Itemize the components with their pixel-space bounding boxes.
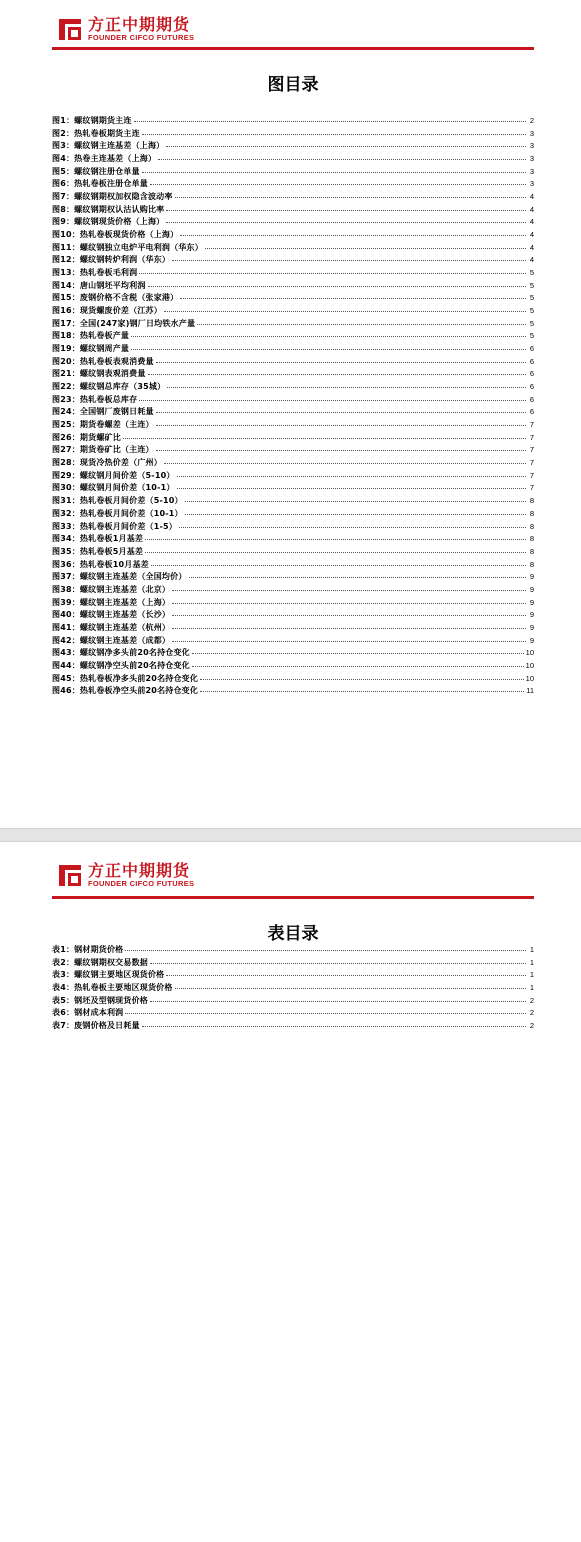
toc-entry-label: 图17：全国(247家)钢厂日均铁水产量 [52, 318, 196, 328]
toc-leader-dots [177, 468, 526, 477]
toc-entry-page: 7 [529, 432, 534, 442]
toc-leader-dots [145, 544, 526, 553]
toc-entry-page: 8 [529, 496, 534, 506]
toc-entry-label: 图22：螺纹钢总库存（35城） [52, 382, 166, 392]
toc-entry-label: 图15：废钢价格不含税（张家港） [52, 293, 179, 303]
toc-leader-dots [167, 379, 526, 388]
toc-entry-label: 图30：螺纹钢月间价差（10-1） [52, 483, 175, 493]
header-rule [52, 47, 534, 50]
toc-entry-page: 8 [529, 546, 534, 556]
toc-entry-label: 图28：现货冷热价差（广州） [52, 458, 162, 468]
page-separator [0, 828, 581, 842]
toc-leader-dots [145, 531, 526, 540]
toc-leader-dots [172, 252, 526, 261]
toc-entry-page: 7 [529, 470, 534, 480]
toc-leader-dots [131, 328, 526, 337]
toc-leader-dots [172, 633, 526, 642]
toc-leader-dots [166, 214, 526, 223]
toc-entry-label: 表1：钢材期货价格 [52, 945, 124, 954]
toc-leader-dots [142, 126, 526, 135]
toc-entry-page: 3 [529, 128, 534, 138]
toc-entry-page: 1 [529, 970, 534, 980]
toc-leader-dots [192, 645, 524, 654]
toc-entry-page: 8 [529, 521, 534, 531]
toc-entry-page: 5 [529, 331, 534, 341]
toc-entry-label: 图5：螺纹钢注册仓单量 [52, 166, 140, 176]
toc-leader-dots [200, 671, 524, 680]
toc-leader-dots [125, 1005, 526, 1014]
toc-entry-label: 图25：期货卷螺差（主连） [52, 420, 154, 430]
company-logo [57, 16, 194, 44]
toc-entry-label: 表7：废钢价格及日耗量 [52, 1021, 140, 1031]
toc-entry-page: 4 [529, 242, 534, 252]
toc-entry-label: 图38：螺纹钢主连基差（北京） [52, 584, 171, 594]
toc-entry-label: 表6：钢材成本利润 [52, 1008, 124, 1018]
toc-entry-page: 4 [529, 255, 534, 265]
toc-entry-page: 6 [529, 369, 534, 379]
toc-entry-page: 7 [529, 420, 534, 430]
toc-leader-dots [180, 290, 526, 299]
toc-leader-dots [180, 227, 526, 236]
toc-leader-dots [185, 493, 526, 502]
toc-leader-dots [200, 683, 524, 692]
toc-leader-dots [172, 595, 526, 604]
toc-entry-label: 图34：热轧卷板1月基差 [52, 534, 144, 544]
toc-entry-label: 图6：热轧卷板注册仓单量 [52, 179, 148, 189]
toc-entry-label: 图2：热轧卷板期货主连 [52, 128, 140, 138]
toc-entry-label: 图42：螺纹钢主连基差（成都） [52, 635, 171, 645]
toc-entry-label: 图18：热轧卷板产量 [52, 331, 130, 341]
toc-entry-label: 图45：热轧卷板净多头前20名持仓变化 [52, 673, 199, 683]
toc-leader-dots [197, 316, 526, 325]
toc-entry-label: 图13：热轧卷板毛利润 [52, 268, 138, 278]
logo-mark [57, 862, 83, 888]
toc-entry-label: 表5：钢坯及型钢现货价格 [52, 995, 148, 1005]
toc-entry-page: 4 [529, 230, 534, 240]
toc-leader-dots [142, 164, 526, 173]
toc-entry-page: 1 [529, 983, 534, 993]
toc-entry-label: 图32：热轧卷板月间价差（10-1） [52, 508, 183, 518]
toc-entry-page: 4 [529, 217, 534, 227]
toc-entry-page: 7 [529, 445, 534, 455]
toc-entry-label: 图16：现货螺废价差（江苏） [52, 306, 162, 316]
toc-entry-page: 1 [529, 945, 534, 954]
toc-leader-dots [148, 278, 526, 287]
logo-company-en: FOUNDER CIFCO FUTURES [88, 879, 195, 888]
toc-entry-label: 图23：热轧卷板总库存 [52, 394, 138, 404]
toc-entry-page: 2 [529, 1021, 534, 1031]
figures-toc-title: 图目录 [267, 75, 319, 95]
toc-entry[interactable] [52, 1019, 534, 1032]
toc-leader-dots [151, 557, 526, 566]
toc-leader-dots [166, 202, 526, 211]
toc-entry-label: 图4：热卷主连基差（上海） [52, 154, 157, 164]
toc-entry-label: 图14：唐山钢坯平均利润 [52, 280, 146, 290]
toc-entry-label: 图29：螺纹钢月间价差（5-10） [52, 470, 175, 480]
toc-entry-page: 10 [525, 648, 534, 658]
toc-entry-page: 2 [529, 116, 534, 125]
toc-entry-label: 图26：期货螺矿比 [52, 432, 121, 442]
toc-entry-label: 图44：螺纹钢净空头前20名持仓变化 [52, 660, 190, 670]
tables-toc-list [52, 943, 534, 1032]
toc-leader-dots [123, 430, 526, 439]
logo-company-cn: 方正中期期货 [88, 15, 191, 34]
toc-entry-label: 图31：热轧卷板月间价差（5-10） [52, 496, 183, 506]
toc-entry-label: 图10：热轧卷板现货价格（上海） [52, 230, 179, 240]
toc-entry-page: 8 [529, 559, 534, 569]
toc-leader-dots [150, 176, 526, 185]
toc-leader-dots [164, 455, 526, 464]
toc-entry-page: 9 [529, 572, 534, 582]
toc-entry-page: 9 [529, 635, 534, 645]
toc-entry-page: 2 [529, 995, 534, 1005]
tables-toc-title: 表目录 [267, 924, 319, 944]
toc-leader-dots [131, 341, 526, 350]
toc-entry-page: 5 [529, 293, 534, 303]
toc-entry-page: 1 [529, 957, 534, 967]
toc-entry-label: 图12：螺纹钢转炉利润（华东） [52, 255, 171, 265]
toc-entry-page: 10 [525, 673, 534, 683]
toc-leader-dots [156, 417, 526, 426]
toc-leader-dots [166, 967, 526, 976]
toc-entry-label: 图3：螺纹钢主连基差（上海） [52, 141, 165, 151]
toc-leader-dots [172, 607, 526, 616]
toc-leader-dots [156, 404, 526, 413]
toc-entry-page: 6 [529, 382, 534, 392]
toc-leader-dots [166, 138, 526, 147]
toc-entry-label: 图24：全国钢厂废钢日耗量 [52, 407, 154, 417]
toc-entry-label: 图1：螺纹钢期货主连 [52, 116, 132, 125]
toc-entry-page: 5 [529, 306, 534, 316]
toc-entry-label: 图9：螺纹钢现货价格（上海） [52, 217, 165, 227]
toc-entry-label: 图36：热轧卷板10月基差 [52, 559, 149, 569]
toc-leader-dots [139, 392, 526, 401]
toc-leader-dots [185, 506, 526, 515]
toc-entry-label: 图8：螺纹钢期权认沽认购比率 [52, 204, 165, 214]
logo-company-en: FOUNDER CIFCO FUTURES [88, 33, 195, 42]
toc-entry-page: 8 [529, 534, 534, 544]
toc-entry-page: 9 [529, 597, 534, 607]
toc-entry-page: 4 [529, 204, 534, 214]
toc-leader-dots [158, 151, 526, 160]
toc-entry-label: 图27：期货卷矿比（主连） [52, 445, 154, 455]
toc-leader-dots [125, 942, 526, 951]
toc-leader-dots [148, 366, 526, 375]
toc-entry-label: 图11：螺纹钢独立电炉平电利润（华东） [52, 242, 203, 252]
toc-entry-label: 图33：热轧卷板月间价差（1-5） [52, 521, 177, 531]
toc-entry-page: 6 [529, 356, 534, 366]
toc-leader-dots [172, 620, 526, 629]
toc-entry-label: 图7：螺纹钢期权加权隐含波动率 [52, 192, 173, 202]
header-rule [52, 896, 534, 899]
company-logo [57, 862, 194, 890]
logo-mark [57, 16, 83, 42]
toc-entry-label: 表2：螺纹钢期权交易数据 [52, 957, 148, 967]
toc-entry-page: 6 [529, 407, 534, 417]
toc-entry-page: 5 [529, 268, 534, 278]
toc-leader-dots [175, 189, 526, 198]
toc-entry-label: 图41：螺纹钢主连基差（杭州） [52, 622, 171, 632]
toc-leader-dots [164, 303, 526, 312]
toc-entry-page: 3 [529, 166, 534, 176]
toc-leader-dots [156, 442, 526, 451]
toc-entry-label: 图43：螺纹钢净多头前20名持仓变化 [52, 648, 190, 658]
toc-entry-page: 4 [529, 192, 534, 202]
toc-entry-page: 5 [529, 280, 534, 290]
toc-entry-page: 7 [529, 458, 534, 468]
toc-entry-page: 10 [525, 660, 534, 670]
toc-entry-page: 6 [529, 394, 534, 404]
toc-leader-dots [139, 265, 526, 274]
toc-entry-page: 9 [529, 610, 534, 620]
toc-entry-label: 图40：螺纹钢主连基差（长沙） [52, 610, 171, 620]
toc-entry-label: 图46：热轧卷板净空头前20名持仓变化 [52, 686, 199, 696]
toc-entry[interactable] [52, 684, 534, 697]
toc-entry-page: 5 [529, 318, 534, 328]
toc-entry-page: 7 [529, 483, 534, 493]
toc-leader-dots [205, 240, 526, 249]
toc-entry-page: 2 [529, 1008, 534, 1018]
toc-entry-label: 图39：螺纹钢主连基差（上海） [52, 597, 171, 607]
toc-entry-label: 图35：热轧卷板5月基差 [52, 546, 144, 556]
toc-leader-dots [189, 569, 526, 578]
toc-entry-page: 8 [529, 508, 534, 518]
logo-company-cn: 方正中期期货 [88, 861, 191, 880]
toc-leader-dots [175, 980, 526, 989]
toc-entry-label: 图21：螺纹钢表观消费量 [52, 369, 146, 379]
toc-entry-page: 9 [529, 584, 534, 594]
toc-entry-page: 11 [526, 686, 534, 696]
toc-entry-page: 3 [529, 154, 534, 164]
toc-leader-dots [179, 519, 526, 528]
toc-entry-label: 图37：螺纹钢主连基差（全国均价） [52, 572, 187, 582]
figures-toc-list [52, 114, 534, 697]
toc-entry-page: 3 [529, 141, 534, 151]
toc-leader-dots [177, 480, 526, 489]
toc-leader-dots [156, 354, 526, 363]
toc-leader-dots [192, 658, 524, 667]
toc-entry-page: 3 [529, 179, 534, 189]
toc-entry-label: 表3：螺纹钢主要地区现货价格 [52, 970, 165, 980]
toc-leader-dots [134, 113, 526, 122]
toc-leader-dots [172, 582, 526, 591]
toc-entry-label: 表4：热轧卷板主要地区现货价格 [52, 983, 173, 993]
toc-leader-dots [142, 1018, 526, 1027]
toc-entry-page: 6 [529, 344, 534, 354]
toc-entry-label: 图19：螺纹钢周产量 [52, 344, 130, 354]
toc-entry-page: 9 [529, 622, 534, 632]
toc-leader-dots [150, 993, 526, 1002]
toc-leader-dots [150, 955, 526, 964]
toc-entry-label: 图20：热轧卷板表观消费量 [52, 356, 154, 366]
